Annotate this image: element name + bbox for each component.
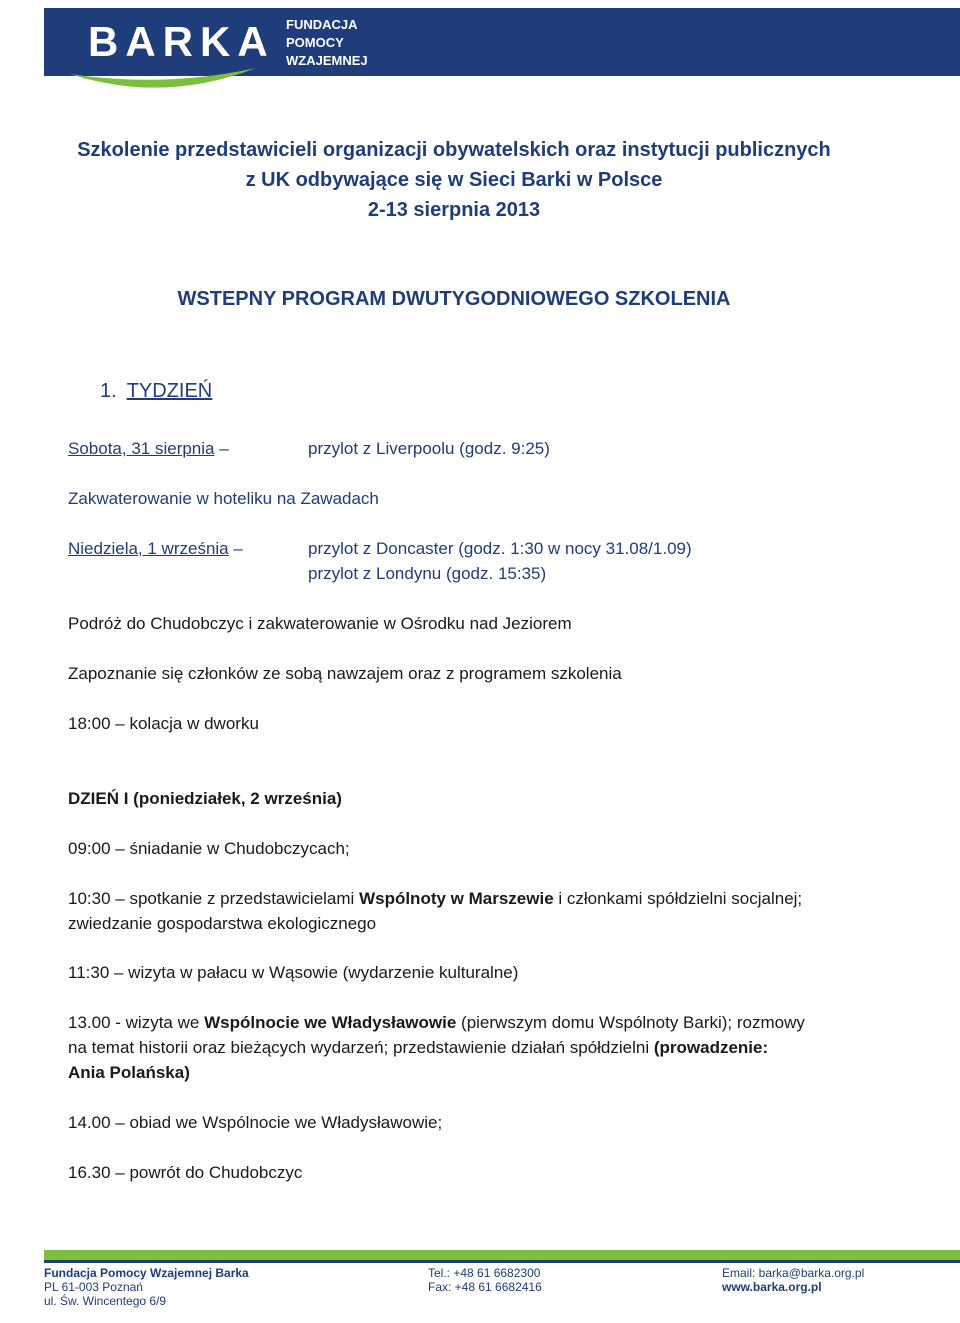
saturday-arrival: przylot z Liverpoolu (godz. 9:25) [308, 439, 550, 458]
schedule-item: 10:30 – spotkanie z przedstawicielami Wspólnoty w Marszewie i członkami spółdzielni socjalnej; zwiedzanie gospodarstwa ekologicznego [68, 889, 803, 933]
document-title: Szkolenie przedstawicieli organizacji obywatelskich oraz instytucji publicznych z UK odbywające się w Sieci Barki w Polsce 2-13 sierpnia 2013 [77, 139, 831, 221]
schedule-item: 11:30 – wizyta w pałacu w Wąsowie (wydarzenie kulturalne) [68, 963, 519, 982]
week-heading: 1. TYDZIEŃ [100, 380, 213, 402]
footer-website[interactable]: www.barka.org.pl [722, 1280, 822, 1294]
sunday-arrival-2: przylot z Londynu (godz. 15:35) [308, 564, 547, 583]
logo-wordmark: BARKA [88, 18, 275, 65]
logo-subtitle: FUNDACJA POMOCY WZAJEMNEJ [286, 17, 368, 68]
schedule-item: 14.00 – obiad we Wspólnocie we Władysławowie; [68, 1113, 443, 1132]
logo-swoosh-icon [68, 54, 258, 94]
footer-address: Fundacja Pomocy Wzajemnej Barka PL 61-003 Poznań ul. Św. Wincentego 6/9 [44, 1266, 249, 1308]
header-banner [44, 8, 960, 76]
footer-contact [722, 1266, 864, 1294]
day1-heading: DZIEŃ I (poniedziałek, 2 września) [68, 789, 342, 808]
schedule-item: 16.30 – powrót do Chudobczyc [68, 1163, 303, 1182]
schedule-item: 13.00 - wizyta we Wspólnocie we Władysławowie (pierwszym domu Wspólnoty Barki); rozmowy na temat historii oraz bieżących wydarzeń; przedstawienie działań spółdzielni (prowadzenie: Ania Polańska) [68, 1013, 805, 1082]
footer-email[interactable]: Email: barka@barka.org.pl [722, 1266, 865, 1280]
saturday-accommodation: Zakwaterowanie w hoteliku na Zawadach [68, 489, 379, 508]
sunday-arrival-1: przylot z Doncaster (godz. 1:30 w nocy 31.08/1.09) [308, 539, 692, 558]
sunday-travel: Podróż do Chudobczyc i zakwaterowanie w Ośrodku nad Jeziorem [68, 614, 572, 633]
schedule-item: 09:00 – śniadanie w Chudobczycach; [68, 839, 350, 858]
sunday-day: Niedziela, 1 września – [68, 539, 243, 558]
footer-phone: Tel.: +48 61 6682300 Fax: +48 61 6682416 [428, 1266, 542, 1294]
program-title: WSTEPNY PROGRAM DWUTYGODNIOWEGO SZKOLENIA [177, 288, 731, 310]
saturday-day: Sobota, 31 sierpnia – [68, 439, 229, 458]
footer-blue-line [44, 1260, 960, 1263]
sunday-dinner: 18:00 – kolacja w dworku [68, 714, 259, 733]
sunday-intro: Zapoznanie się członków ze sobą nawzajem oraz z programem szkolenia [68, 664, 622, 683]
